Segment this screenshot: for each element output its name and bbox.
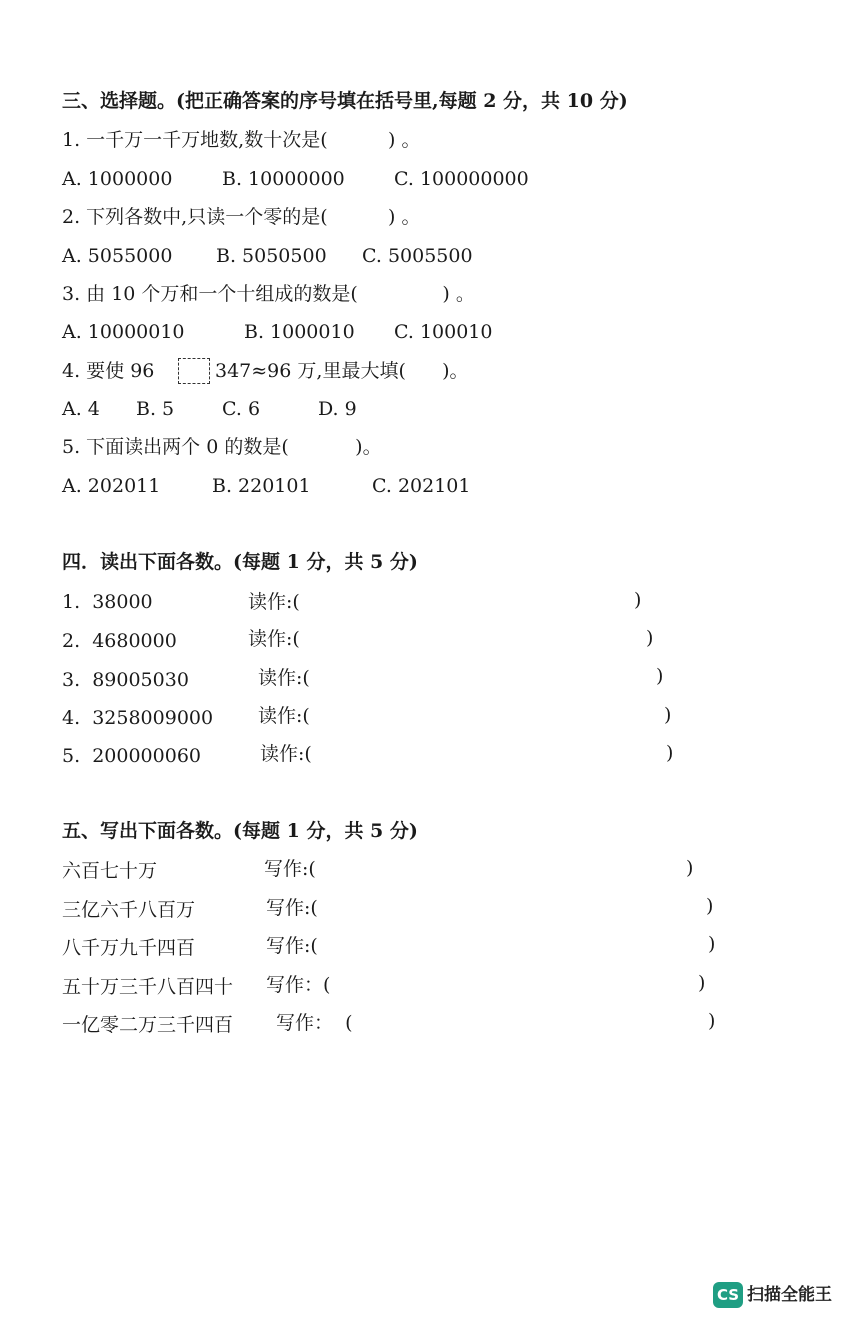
q4-option-b: B. 5: [136, 398, 175, 420]
s4-item1-close: ): [634, 589, 642, 611]
s5-item3-close: ): [708, 933, 716, 955]
s5-item2-close: ): [706, 895, 714, 917]
section5-heading: 五、写出下面各数。(每题 1 分，共 5 分): [62, 820, 418, 842]
q5-option-a: A. 202011: [62, 475, 161, 497]
s5-item5-close: ): [708, 1010, 716, 1032]
q2-stem: 2. 下列各数中,只读一个零的是( ) 。: [62, 206, 421, 228]
s5-item2-label: 写作:(: [266, 897, 318, 919]
s4-item5-close: ): [666, 742, 674, 764]
s4-item3-number: 3. 89005030: [62, 669, 189, 691]
q1-stem: 1. 一千万一千万地数,数十次是( ) 。: [62, 129, 421, 151]
q4-stem-before: 4. 要使 96: [62, 360, 155, 382]
watermark-text: 扫描全能王: [747, 1285, 832, 1305]
q1-option-c: C. 100000000: [394, 168, 529, 190]
s5-item2-words: 三亿六千八百万: [62, 899, 196, 921]
s4-item5-number: 5. 200000060: [62, 745, 202, 767]
q4-stem-after: 347≈96 万,里最大填( )。: [215, 360, 469, 382]
s5-item3-words: 八千万九千四百: [62, 937, 196, 959]
s4-item3-close: ): [656, 665, 664, 687]
q5-stem: 5. 下面读出两个 0 的数是( )。: [62, 436, 382, 458]
s5-item5-words: 一亿零二万三千四百: [62, 1014, 234, 1036]
s4-item2-label: 读作:(: [248, 628, 300, 650]
q1-option-b: B. 10000000: [222, 168, 345, 190]
section4-heading: 四．读出下面各数。(每题 1 分，共 5 分): [62, 551, 418, 573]
s4-item1-label: 读作:(: [248, 591, 300, 613]
q1-option-a: A. 1000000: [62, 168, 173, 190]
s5-item1-close: ): [686, 857, 694, 879]
q3-stem: 3. 由 10 个万和一个十组成的数是( ) 。: [62, 283, 475, 305]
q5-option-c: C. 202101: [372, 475, 471, 497]
s5-item5-label: 写作： (: [276, 1012, 353, 1034]
blank-digit-box: [178, 358, 210, 384]
q4-option-d: D. 9: [318, 398, 357, 420]
s4-item4-close: ): [664, 704, 672, 726]
q3-option-c: C. 100010: [394, 321, 493, 343]
q3-option-a: A. 10000010: [62, 321, 185, 343]
s5-item1-words: 六百七十万: [62, 860, 158, 882]
q2-option-a: A. 5055000: [62, 245, 173, 267]
q2-option-c: C. 5005500: [362, 245, 473, 267]
s4-item2-close: ): [646, 627, 654, 649]
s4-item5-label: 读作:(: [260, 743, 312, 765]
s4-item3-label: 读作:(: [258, 667, 310, 689]
q4-option-c: C. 6: [222, 398, 261, 420]
s5-item3-label: 写作:(: [266, 935, 318, 957]
s5-item4-label: 写作：(: [266, 974, 331, 996]
section3-heading: 三、选择题。(把正确答案的序号填在括号里,每题 2 分，共 10 分): [62, 90, 628, 112]
s4-item2-number: 2. 4680000: [62, 630, 177, 652]
q2-option-b: B. 5050500: [216, 245, 327, 267]
camscanner-logo-icon: CS: [713, 1282, 743, 1308]
s5-item4-close: ): [698, 972, 706, 994]
s4-item4-number: 4. 3258009000: [62, 707, 214, 729]
s5-item1-label: 写作:(: [264, 858, 316, 880]
q4-option-a: A. 4: [62, 398, 100, 420]
q3-option-b: B. 1000010: [244, 321, 355, 343]
s4-item4-label: 读作:(: [258, 705, 310, 727]
s5-item4-words: 五十万三千八百四十: [62, 976, 234, 998]
s4-item1-number: 1. 38000: [62, 591, 153, 613]
q5-option-b: B. 220101: [212, 475, 311, 497]
